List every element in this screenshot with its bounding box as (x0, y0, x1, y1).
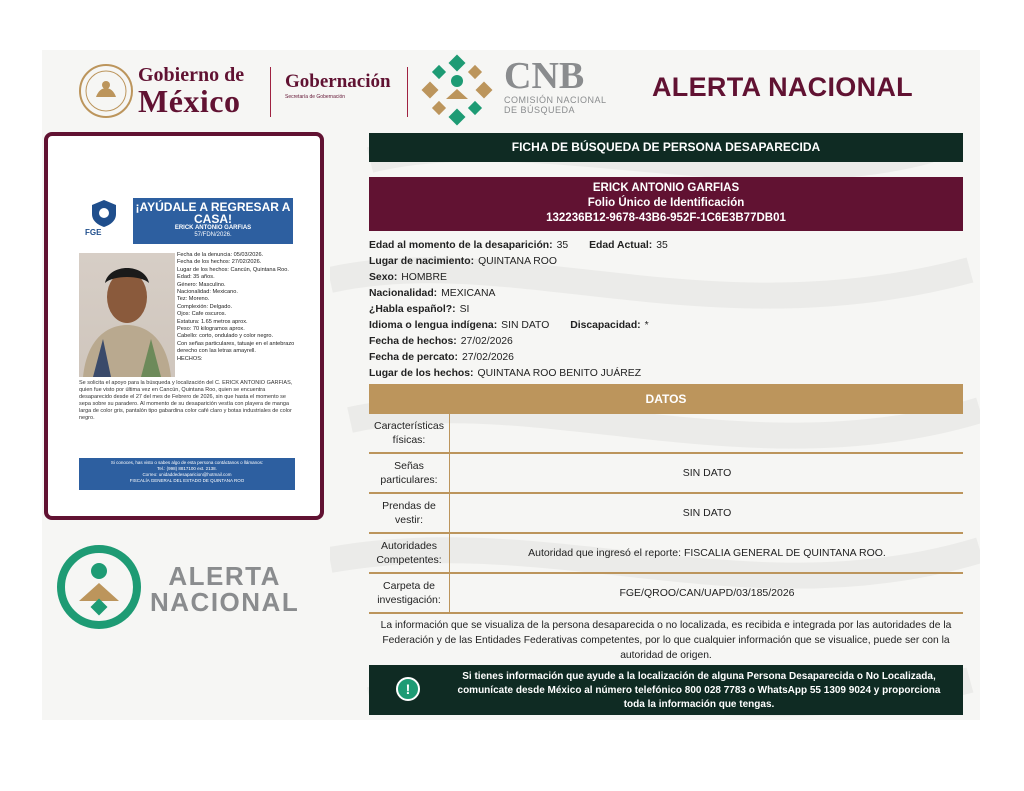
alerta-nacional-title: ALERTA NACIONAL (652, 72, 913, 102)
datos-row-label: Carpeta de investigación: (369, 574, 450, 612)
poster-detail: Cabello: corto, ondulado y color negro. (177, 333, 274, 340)
poster-detail: Nacionalidad: Mexicano. (177, 289, 238, 296)
header-divider (270, 67, 271, 117)
poster-detail: Ojos: Cafe oscuros. (177, 311, 227, 318)
poster-detail: Fecha de la denuncia: 05/03/2026. (177, 252, 264, 258)
datos-row-label: Características físicas: (369, 414, 450, 452)
poster-detail: Estatura: 1.65 metros aprox. (177, 318, 248, 325)
poster-detail: Tez: Moreno. (177, 296, 210, 303)
missing-person-poster (79, 198, 295, 490)
person-identity-bar (369, 177, 963, 231)
sexo-value: HOMBRE (401, 272, 447, 283)
folio-value: 132236B12-9678-43B6-952F-1C6E3B77DB01 (546, 212, 786, 224)
lugar-value: QUINTANA ROO BENITO JUÁREZ (477, 368, 642, 379)
datos-row-value: SIN DATO (682, 467, 732, 479)
person-name: ERICK ANTONIO GARFIAS (592, 182, 740, 194)
discapacidad-label: Discapacidad: (570, 320, 641, 331)
cnb-line1: COMISIÓN NACIONAL (504, 95, 607, 105)
fecha-hechos-value: 27/02/2026 (460, 336, 513, 347)
poster-details (177, 252, 295, 363)
discapacidad-value: * (644, 320, 649, 331)
fge-label: FGE (85, 228, 102, 237)
datos-row (369, 494, 963, 534)
nacionalidad-label: Nacionalidad: (369, 288, 438, 299)
datos-row-value: FGE/QROO/CAN/UAPD/03/185/2026 (619, 587, 795, 599)
gobernacion-sub: Secretaría de Gobernación (285, 94, 346, 100)
fecha-percato-label: Fecha de percato: (369, 352, 458, 363)
nacimiento-value: QUINTANA ROO (478, 256, 557, 267)
poster-detail: Complexión: Delgado. (177, 303, 233, 310)
edad-actual-label: Edad Actual: (589, 240, 653, 251)
cnb-line2: DE BÚSQUEDA (504, 105, 576, 115)
poster-detail: Género: Masculino. (177, 281, 226, 288)
poster-frame (44, 132, 324, 520)
edad-actual-value: 35 (656, 240, 668, 251)
edad-value: 35 (556, 240, 569, 251)
sexo-label: Sexo: (369, 272, 398, 283)
fge-logo (81, 198, 125, 244)
mexico-seal-icon (78, 63, 134, 119)
alerta-nacional-logo-icon (57, 545, 141, 629)
datos-row-label: Prendas de vestir: (369, 494, 450, 532)
alerta-logo-line2: NACIONAL (150, 587, 300, 617)
poster-banner-name: ERICK ANTONIO GARFIAS (174, 225, 252, 231)
disclaimer-text: La información que se visualiza de la persona desaparecida o no localizada, es recibida e integrada por las autoridades de la Federación y de las Entidades Federativas competentes, por lo que cualquier información que se visualice, puede ser con la autoridad de origen. (380, 620, 952, 661)
cnb-title: CNB (504, 55, 585, 97)
datos-row-value: Autoridad que ingresó el reporte: FISCALIA GENERAL DE QUINTANA ROO. (528, 547, 886, 559)
datos-row (369, 574, 963, 614)
info-row-lugar (369, 366, 963, 382)
espanol-label: ¿Habla español?: (369, 304, 456, 315)
poster-footer-line: Tel.: (998) 8817100 ext. 2138. (157, 466, 217, 471)
poster-banner (133, 198, 293, 244)
contact-bar (369, 665, 963, 715)
info-row-fecha-hechos (369, 334, 963, 350)
poster-footer-line: Correo: unidaddedesaparicion@hotmail.com (142, 472, 232, 477)
fge-shield-icon (89, 198, 119, 228)
info-row-idioma (369, 318, 963, 334)
gobernacion-title: Gobernación (285, 71, 391, 92)
idioma-label: Idioma o lengua indígena: (369, 320, 498, 331)
poster-detail: Peso: 70 kilogramos aprox. (177, 326, 245, 333)
contact-text: Si tienes información que ayude a la localización de alguna Persona Desaparecida o No Localizada, comunícate desde México al número telefónico 800 028 7783 o WhatsApp 55 1309 9024 y proporciona toda la información que tengas. (457, 671, 941, 710)
poster-detail: Fecha de los hechos: 27/02/2026. (177, 259, 262, 266)
info-row-sexo (369, 270, 963, 286)
info-row-nacionalidad (369, 286, 963, 302)
ficha-title-bar: FICHA DE BÚSQUEDA DE PERSONA DESAPARECIDA (369, 133, 963, 162)
datos-row (369, 454, 963, 494)
info-row-fecha-percato (369, 350, 963, 366)
info-row-espanol (369, 302, 963, 318)
alerta-logo-line1: ALERTA (168, 561, 281, 591)
datos-row-label: Señas particulares: (369, 454, 450, 492)
gobierno-line2: México (138, 83, 241, 119)
fecha-percato-value: 27/02/2026 (461, 352, 514, 363)
datos-table (369, 414, 963, 614)
person-photo (79, 253, 175, 377)
poster-banner-headline: ¡AYÚDALE A REGRESAR A CASA! (135, 200, 291, 226)
poster-footer-line: Si conoces, has visto o sabes algo de esta persona contáctanos o llámanos: (110, 460, 264, 465)
datos-row (369, 534, 963, 574)
fecha-hechos-label: Fecha de hechos: (369, 336, 457, 347)
header (70, 55, 970, 130)
header-divider (407, 67, 408, 117)
datos-header: DATOS (369, 384, 963, 414)
edad-label: Edad al momento de la desaparición: (369, 240, 553, 251)
idioma-value: SIN DATO (501, 320, 550, 331)
info-row-edad (369, 238, 963, 254)
gobernacion-logo (285, 71, 391, 100)
datos-row-value (451, 414, 963, 452)
person-info (369, 238, 963, 382)
poster-detail: Lugar de los hechos: Cancún, Quintana Roo. (177, 266, 289, 273)
poster-banner-code: 57/FDN/2026. (194, 232, 232, 238)
lugar-label: Lugar de los hechos: (369, 368, 474, 379)
datos-row-value: SIN DATO (682, 507, 732, 519)
datos-row (369, 414, 963, 454)
nacimiento-label: Lugar de nacimiento: (369, 256, 475, 267)
poster-detail: Edad: 35 años. (177, 274, 215, 281)
person-portrait-image (79, 253, 175, 377)
cnb-logo-text (504, 57, 607, 115)
espanol-value: SI (459, 304, 470, 315)
poster-footer-line: FISCALÍA GENERAL DEL ESTADO DE QUINTANA ROO (129, 478, 245, 483)
poster-hechos: Se solicita el apoyo para la búsqueda y localización del C. ERICK ANTONIO GARFIAS, quien fue visto por última vez en Cancún, Quintana Roo, quien se encuentra desaparecido desde el 27 del mes de Febrero de 2026, sin que hasta el momento se sepa sobre su paradero. Al momento de su desaparición vestía con playera de manga larga de color gris, pantalón tipo gabardina color café claro y botas industriales de color negro. (79, 380, 293, 421)
alert-exclamation-icon: ! (396, 677, 420, 701)
alerta-nacional-logo-text (150, 563, 299, 615)
gobierno-de-mexico-logo (138, 65, 244, 117)
poster-footer (79, 458, 295, 490)
info-row-nacimiento (369, 254, 963, 270)
cnb-logo-icon (420, 53, 494, 127)
poster-detail: HECHOS: (177, 355, 203, 362)
nacionalidad-value: MEXICANA (441, 288, 496, 299)
datos-row-label: Autoridades Competentes: (369, 534, 450, 572)
poster-detail: Con señas particulares, tatuaje en el antebrazo derecho con las letras amayrell. (177, 340, 295, 355)
gobierno-line1: Gobierno de (138, 64, 245, 86)
folio-label: Folio Único de Identificación (587, 197, 745, 209)
